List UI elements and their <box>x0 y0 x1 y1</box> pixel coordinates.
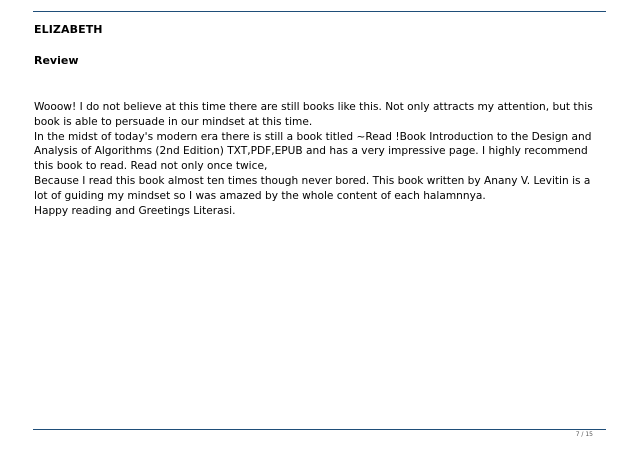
review-paragraph: In the midst of today's modern era there is still a book titled ~Read !Book Introduction to the Design and Analysis of Algorithms (2nd Edition) TXT,PDF,EPUB and has a very impressive page. I highly recommend this book to read. Read not only once twice, <box>34 130 592 173</box>
bottom-rule <box>33 429 606 430</box>
author-name: ELIZABETH <box>34 23 103 36</box>
section-heading: Review <box>34 54 79 67</box>
review-paragraph: Happy reading and Greetings Literasi. <box>34 204 236 217</box>
review-paragraph: Wooow! I do not believe at this time there are still books like this. Not only attracts my attention, but this book is able to persuade in our mindset at this time. <box>34 101 593 128</box>
top-rule <box>33 11 606 12</box>
page-number: 7 / 15 <box>575 431 593 438</box>
review-paragraph: Because I read this book almost ten times though never bored. This book written by Anany V. Levitin is a lot of guiding my mindset so I was amazed by the whole content of each halamnnya. <box>34 174 591 202</box>
review-body <box>34 100 604 218</box>
